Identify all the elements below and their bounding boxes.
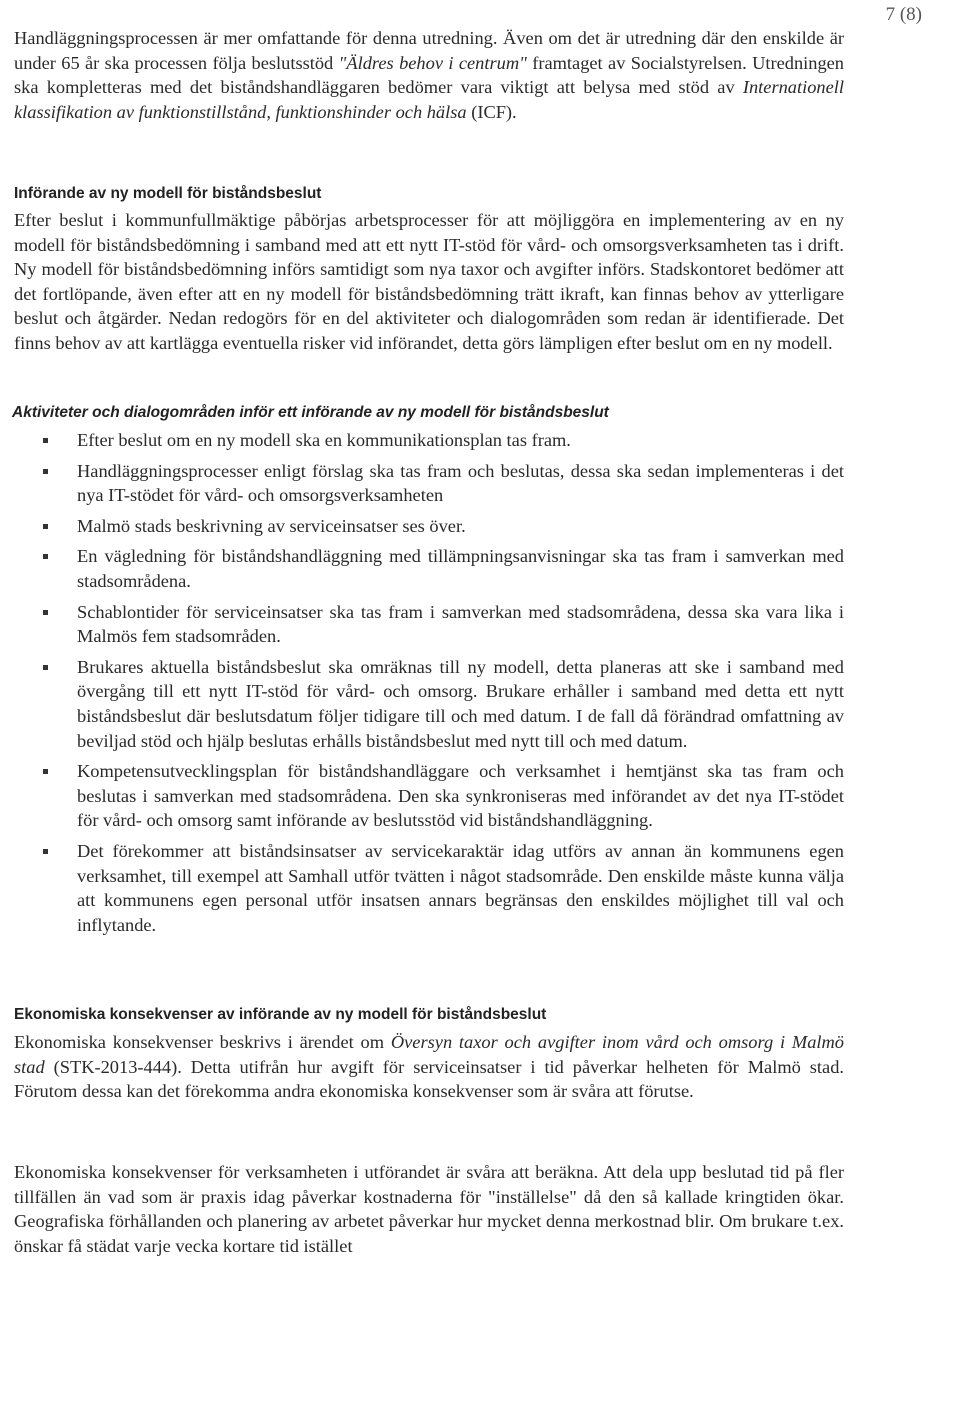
intro-text-3: (ICF). (466, 101, 517, 122)
bullet-icon (43, 469, 48, 474)
activities-heading: Aktiviteter och dialogområden inför ett införande av ny modell för biståndsbeslut (12, 404, 609, 421)
bullet-icon (43, 665, 48, 670)
list-item-text: Schablontider för serviceinsatser ska tas fram i samverkan med stadsområdena, dessa ska vara lika i Malmös fem stadsområden. (77, 601, 844, 647)
list-item (14, 544, 844, 593)
list-item (14, 655, 844, 753)
list-item (14, 759, 844, 833)
intro-paragraph (14, 26, 844, 124)
section-heading-införande: Införande av ny modell för biståndsbeslut (14, 185, 322, 202)
ekonomiska-paragraph-2: Ekonomiska konsekvenser för verksamheten i utförandet är svåra att beräkna. Att dela upp beslutad tid på fler tillfällen än vad som är praxis idag påverkar kostnaderna för "inställelse" då den så kallade kringtiden ökar. Geografiska förhållanden och planering av arbetet påverkar hur mycket denna merkostnad blir. Om brukare t.ex. önskar få städat varje vecka kortare tid istället (14, 1162, 844, 1256)
bullet-icon (43, 849, 48, 854)
list-item (14, 514, 844, 539)
bullet-icon (43, 769, 48, 774)
ekonomiska-italic: Översyn taxor och avgifter inom vård och omsorg i Malmö stad (14, 1032, 844, 1077)
section-heading-ekonomiska: Ekonomiska konsekvenser av införande av ny modell för biståndsbeslut (14, 1006, 547, 1023)
intro-italic-2: Internationell klassifikation av funktionstillstånd, funktionshinder och hälsa (14, 77, 844, 122)
list-item-text: Det förekommer att biståndsinsatser av servicekaraktär idag utförs av annan än kommunens egen verksamhet, till exempel att Samhall utför tvätten i något stadsområde. Den enskilde måste kunna välja att kommunens egen personal utför insatsen annars begränsas den enskildes möjlighet till val och inflytande. (77, 840, 844, 935)
page-number: 7 (8) (885, 4, 922, 25)
bullet-icon (43, 524, 48, 529)
list-item (14, 459, 844, 508)
bullet-icon (43, 554, 48, 559)
list-item-text: Efter beslut om en ny modell ska en kommunikationsplan tas fram. (77, 430, 571, 450)
list-item-text: Brukares aktuella biståndsbeslut ska omräknas till ny modell, detta planeras att ske i samband med övergång till ett nytt IT-stöd för vård- och omsorg. Brukare erhåller i samband med detta ett nytt biståndsbeslut där beslutsdatum följer tidigare till och med datum. I de fall då förändrad omfattning av beviljad stöd och hjälp beslutas erhålls biståndsbeslut med nytt till och med datum. (77, 656, 844, 751)
list-item-text: Kompetensutvecklingsplan för biståndshandläggare och verksamhet i hemtjänst ska tas fram och beslutas i samverkan med stadsområdena. Den ska synkroniseras med införandet av det nya IT-stödet för vård- och omsorg samt införande av beslutsstöd vid biståndshandläggning. (77, 761, 844, 831)
intro-text-2: framtaget av Socialstyrelsen. Utredningen ska kompletteras med det biståndshandläggaren bedömer vara viktigt att belysa med stöd av (14, 52, 844, 98)
section-införande-paragraph: Efter beslut i kommunfullmäktige påbörjas arbetsprocesser för att möjliggöra en implementering av en ny modell för biståndsbedömning i samband med att ett nytt IT-stöd för vård- och omsorgsverksamheten tas i drift. Ny modell för biståndsbedömning införs samtidigt som nya taxor och avgifter införs. Stadskontoret bedömer att det fortlöpande, även efter att en ny modell för biståndsbedömning trätt ikraft, kan finnas behov av ytterligare beslut och åtgärder. Nedan redogörs för en del aktiviteter och dialogområden som redan är identifierade. Det finns behov av att kartlägga eventuella risker vid införandet, detta görs lämpligen efter beslut om en ny modell. (14, 210, 844, 353)
list-item (14, 600, 844, 649)
list-item-text: Handläggningsprocesser enligt förslag ska tas fram och beslutas, dessa ska sedan implementeras i det nya IT-stödet för vård- och omsorgsverksamheten (77, 460, 844, 506)
activities-list (14, 428, 844, 943)
intro-italic-1: "Äldres behov i centrum" (338, 52, 527, 73)
bullet-icon (43, 610, 48, 615)
intro-text-1: Handläggningsprocessen är mer omfattande för denna utredning. Även om det är utredning där den enskilde är under 65 år ska processen följa beslutsstöd (14, 28, 844, 73)
list-item-text: Malmö stads beskrivning av serviceinsatser ses över. (77, 515, 466, 536)
ekonomiska-text-2: (STK-2013-444). Detta utifrån hur avgift för serviceinsatser i tid påverkar helheten för Malmö stad. Förutom dessa kan det förekomma andra ekonomiska konsekvenser som är svåra att förutse. (14, 1056, 844, 1102)
ekonomiska-paragraph-1 (14, 1030, 844, 1104)
ekonomiska-text-1: Ekonomiska konsekvenser beskrivs i ärendet om (14, 1032, 391, 1052)
list-item (14, 839, 844, 937)
bullet-icon (43, 438, 48, 443)
list-item-text: En vägledning för biståndshandläggning med tillämpningsanvisningar ska tas fram i samverkan med stadsområdena. (77, 546, 844, 591)
list-item (14, 428, 844, 453)
